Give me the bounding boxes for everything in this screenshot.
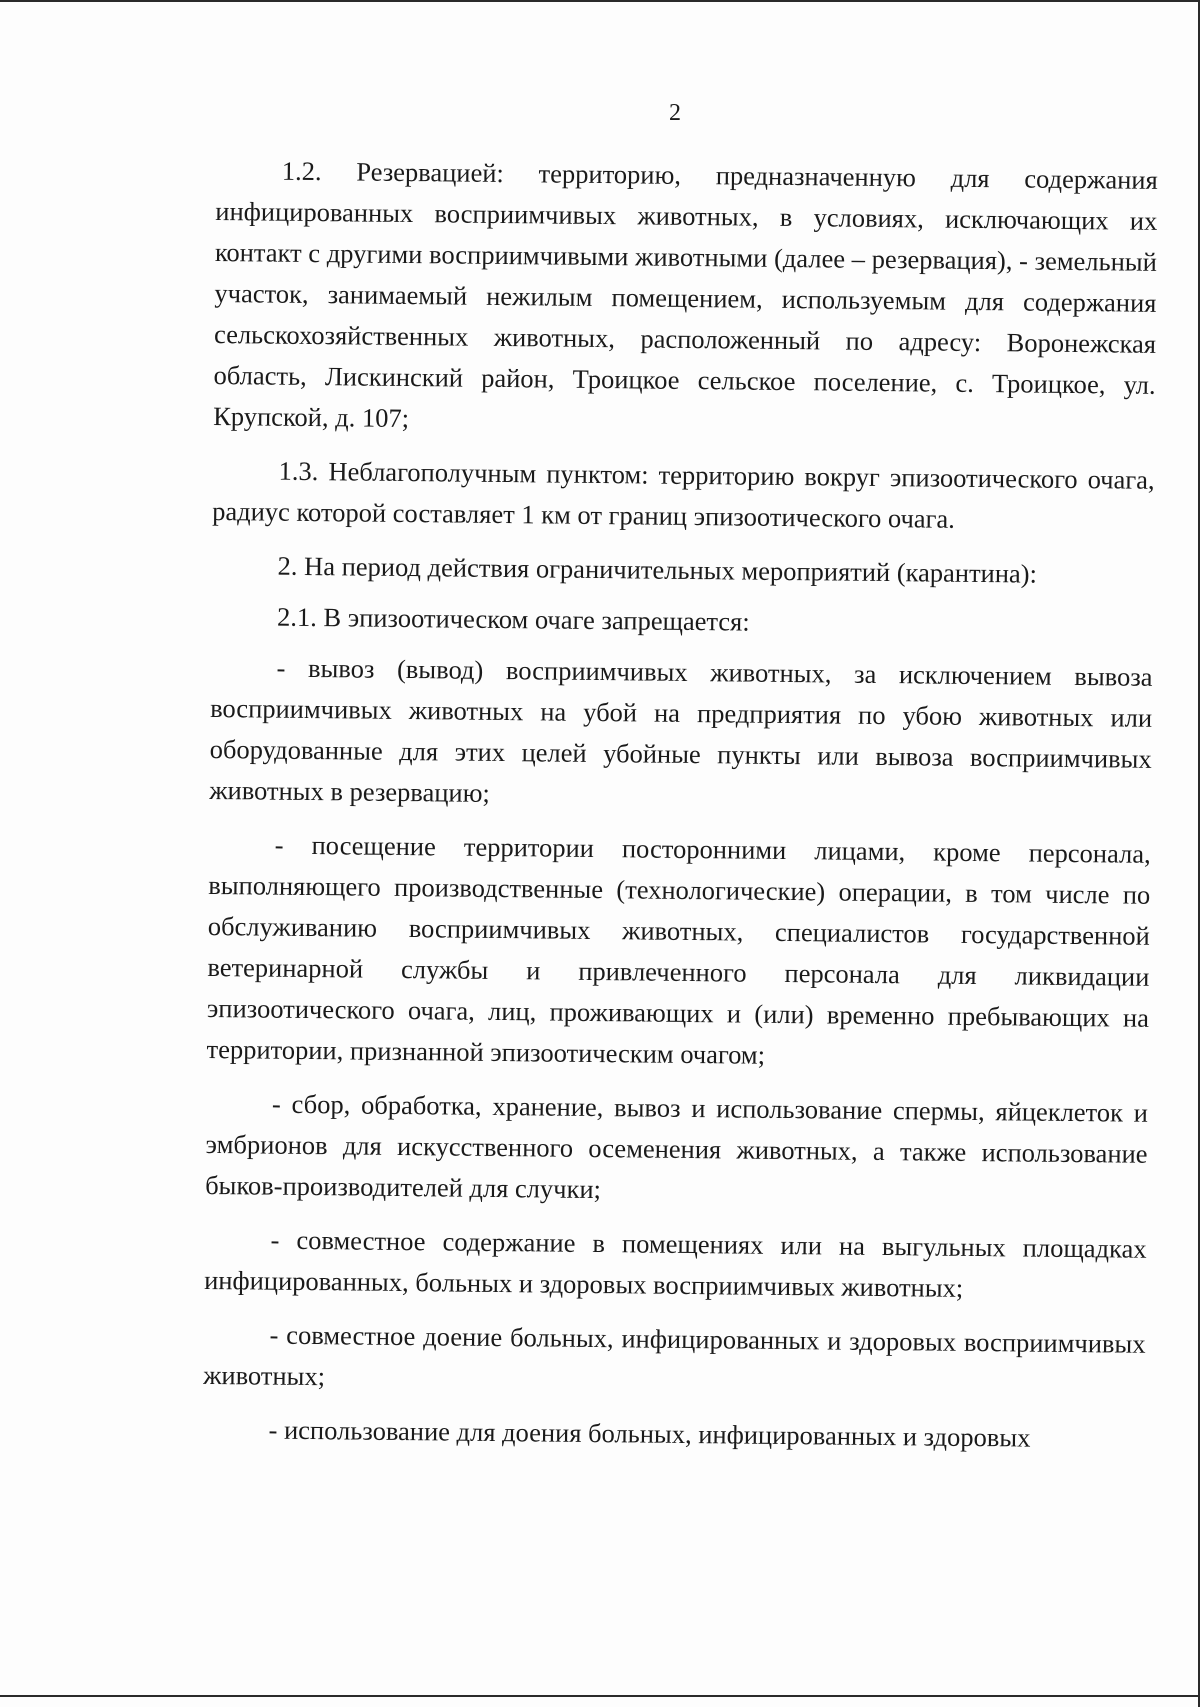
page-number: 2 <box>669 100 681 126</box>
list-item-territory-visits: - посещение территории посторонними лицами, кроме персонала, выполняющего производственные (технологические) операции, в том числе по обслуживанию восприимчивых животных, специалистов государственной ветеринарной службы и привлеченного персонала для ликвидации эпизоотического очага, лиц, проживающих и (или) временно пребывающих на территории, признанной эпизоотическим очагом; <box>206 829 1151 1070</box>
list-item-sperm-collection: - сбор, обработка, хранение, вывоз и использование спермы, яйцеклеток и эмбрионов для искусственного осеменения животных, а также использование быков-производителей для случки; <box>205 1088 1149 1205</box>
list-item-joint-milking: - совместное доение больных, инфицированных и здоровых восприимчивых животных; <box>203 1319 1146 1392</box>
paragraph-2-quarantine-period: 2. На период действия ограничительных мероприятий (карантина): <box>277 550 1038 589</box>
paragraph-2-1-prohibitions-heading: 2.1. В эпизоотическом очаге запрещается: <box>276 601 750 637</box>
paragraph-1-2-reservation: 1.2. Резервацией: территорию, предназначенную для содержания инфицированных восприимчивых животных, в условиях, исключающих их контакт с другими восприимчивыми животными (далее – резервация), - земельный участок, занимаемый нежилым помещением, используемым для содержания сельскохозяйственных животных, расположенный по адресу: Воронежская область, Лискинский район, Троицкое сельское поселение, с. Троицкое, ул. Крупской, д. 107; <box>213 155 1158 434</box>
scan-edge-top <box>0 0 1200 2</box>
list-item-animal-removal: - вывоз (вывод) восприимчивых животных, за исключением вывоза восприимчивых животных на убой на предприятия по убою животных или оборудованные для этих целей убойные пункты или вывоза восприимчивых животных в резервацию; <box>209 652 1153 808</box>
scan-edge-bottom <box>0 1695 1200 1697</box>
paragraph-1-3-unfavorable-point: 1.3. Неблагополучным пунктом: территорию вокруг эпизоотического очага, радиус которой составляет 1 км от границ эпизоотического очага. <box>212 455 1155 534</box>
document-body <box>202 150 1158 1473</box>
list-item-milking-equipment: - использование для доения больных, инфицированных и здоровых <box>268 1414 1031 1453</box>
list-item-joint-housing: - совместное содержание в помещениях или на выгульных площадках инфицированных, больных и здоровых восприимчивых животных; <box>204 1224 1147 1303</box>
